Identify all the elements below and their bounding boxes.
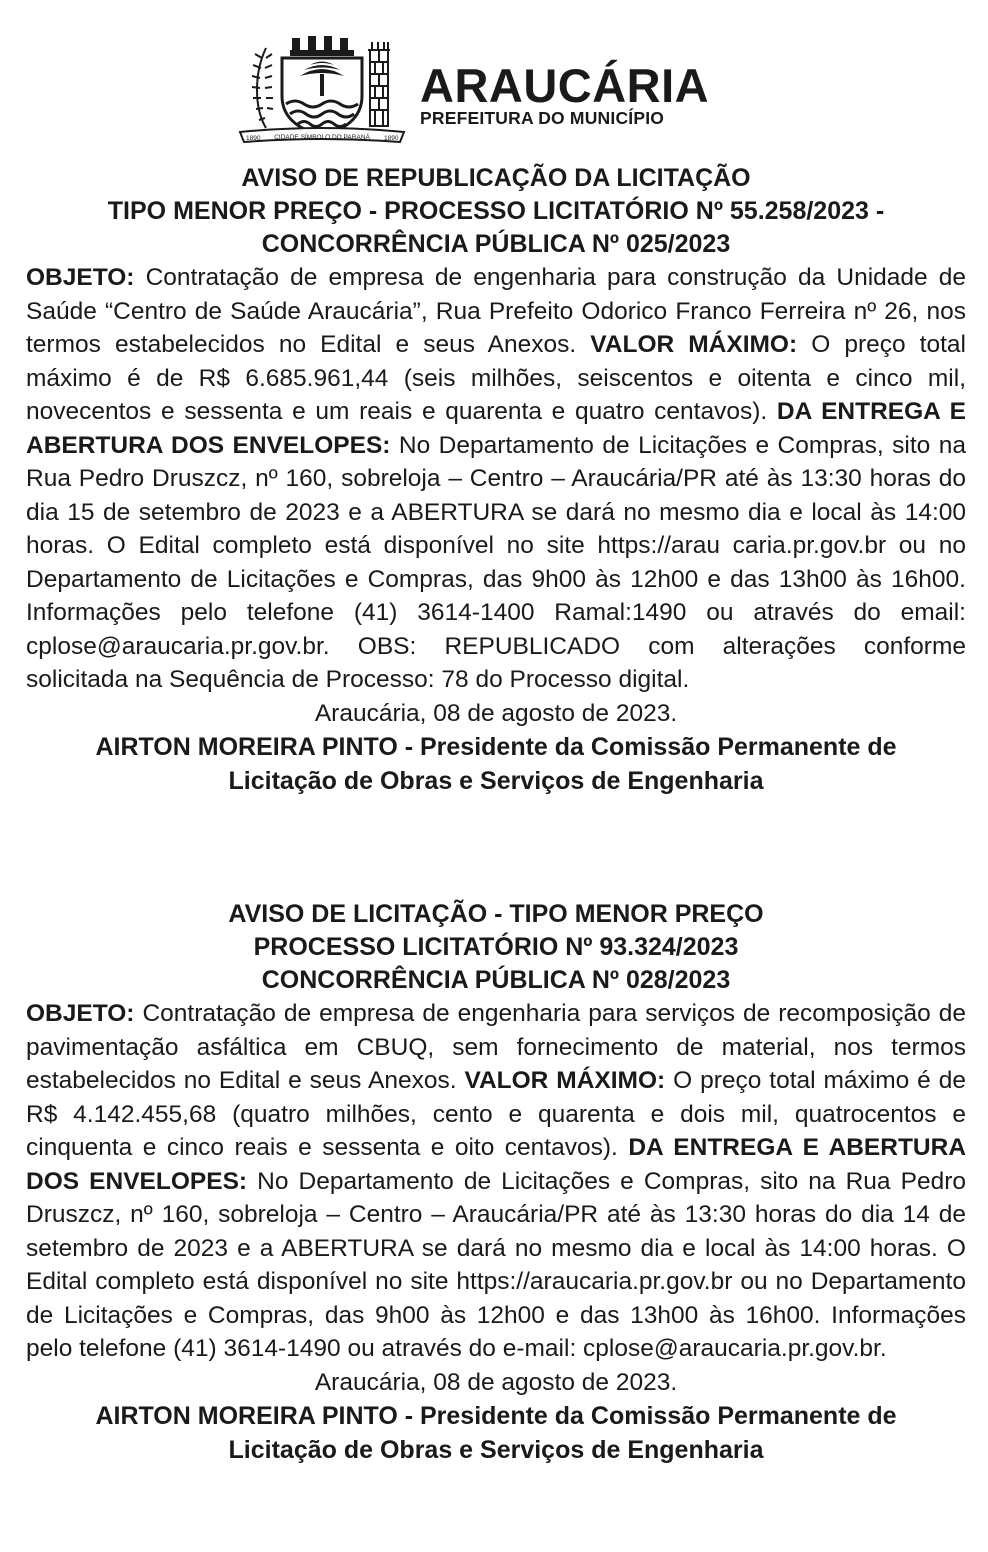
entrega-label: DA ENTREGA E ABERTURA DOS ENVELOPES: xyxy=(26,398,966,459)
valor-label: VALOR MÁXIMO: xyxy=(464,1067,666,1094)
notice-title-concorrencia: CONCORRÊNCIA PÚBLICA Nº 025/2023 xyxy=(261,230,731,258)
brand-subtitle: PREFEITURA DO MUNICÍPIO xyxy=(420,108,665,128)
seal-year-right: 1890 xyxy=(384,135,399,142)
notice-title-concorrencia: CONCORRÊNCIA PÚBLICA Nº 028/2023 xyxy=(261,966,731,994)
notice-title: AVISO DE REPUBLICAÇÃO DA LICITAÇÃO xyxy=(241,164,751,192)
signature-line-1: AIRTON MOREIRA PINTO - Presidente da Comissão Permanente de xyxy=(95,1401,897,1430)
notice-body xyxy=(26,261,966,697)
signature-line-2: Licitação de Obras e Serviços de Engenharia xyxy=(228,1435,764,1464)
objeto-text: Contratação de empresa de engenharia para serviços de recomposição de pavimentação asfáltica em CBUQ, sem fornecimento de material, nos termos estabelecidos no Edital e seus Anexos. xyxy=(26,1000,966,1094)
notice-republication xyxy=(26,162,966,798)
objeto-label: OBJETO: xyxy=(26,264,135,291)
notice-date: Araucária, 08 de agosto de 2023. xyxy=(314,1368,678,1396)
notice-title-type: TIPO MENOR PREÇO - PROCESSO LICITATÓRIO Nº 55.258/2023 - xyxy=(107,197,885,225)
objeto-text: Contratação de empresa de engenharia para construção da Unidade de Saúde “Centro de Saúde Araucária”, Rua Prefeito Odorico Franco Ferreira nº 26, nos termos estabelecidos no Edital e seus Anexos. xyxy=(26,264,966,358)
notice-body xyxy=(26,997,966,1366)
seal-motto: CIDADE SÍMBOLO DO PARANÁ xyxy=(274,134,370,141)
notice-bidding xyxy=(26,898,966,1467)
entrega-text: No Departamento de Licitações e Compras, sito na Rua Pedro Druszcz, nº 160, sobreloja – Centro – Araucária/PR até às 13:30 horas do dia 15 de setembro de 2023 e a ABERTURA se dará no mesmo dia e local às 14:00 horas. O Edital completo está disponível no site https://arau caria.pr.gov.br ou no Departamento de Licitações e Compras, das 9h00 às 12h00 e das 13h00 às 16h00. Informações pelo telefone (41) 3614-1400 Ramal:1490 ou através do email: cplose@araucaria.pr.gov.br. OBS: REPUBLICADO com alterações conforme solicitada na Sequência de Processo: 78 do Processo digital. xyxy=(26,431,966,693)
valor-label: VALOR MÁXIMO: xyxy=(590,331,798,358)
valor-text: O preço total máximo é de R$ 6.685.961,44 (seis milhões, seiscentos e oitenta e cinco mil, novecentos e sessenta e um reais e quarenta e quatro centavos). xyxy=(26,331,966,425)
coat-of-arms-icon xyxy=(232,28,412,146)
brand-name: ARAUCÁRIA xyxy=(420,59,710,112)
header xyxy=(0,28,988,146)
notice-title: AVISO DE LICITAÇÃO - TIPO MENOR PREÇO xyxy=(228,900,764,928)
seal-year-left: 1890 xyxy=(246,135,261,142)
signature-line-2: Licitação de Obras e Serviços de Engenharia xyxy=(228,766,764,795)
entrega-text: No Departamento de Licitações e Compras, sito na Rua Pedro Druszcz, nº 160, sobreloja – Centro – Araucária/PR até às 13:30 horas do dia 14 de setembro de 2023 e a ABERTURA se dará no mesmo dia e local às 14:00 horas. O Edital completo está disponível no site https://araucaria.pr.gov.br ou no Departamento de Licitações e Compras, das 9h00 às 12h00 e das 13h00 às 16h00. Informações pelo telefone (41) 3614-1490 ou através do e-mail: cplose@araucaria.pr.gov.br. xyxy=(26,1167,966,1362)
signature-line-1: AIRTON MOREIRA PINTO - Presidente da Comissão Permanente de xyxy=(95,732,897,761)
entrega-label: DA ENTREGA E ABERTURA DOS ENVELOPES: xyxy=(26,1134,967,1195)
notice-date: Araucária, 08 de agosto de 2023. xyxy=(314,699,678,727)
objeto-label: OBJETO: xyxy=(26,1000,135,1027)
brand xyxy=(420,59,710,128)
valor-text: O preço total máximo é de R$ 4.142.455,68 (quatro milhões, cento e quarenta e dois mil, quatrocentos e cinquenta e cinco reais e sessenta e oito centavos). xyxy=(26,1067,966,1161)
notice-title-process: PROCESSO LICITATÓRIO Nº 93.324/2023 xyxy=(253,933,739,961)
